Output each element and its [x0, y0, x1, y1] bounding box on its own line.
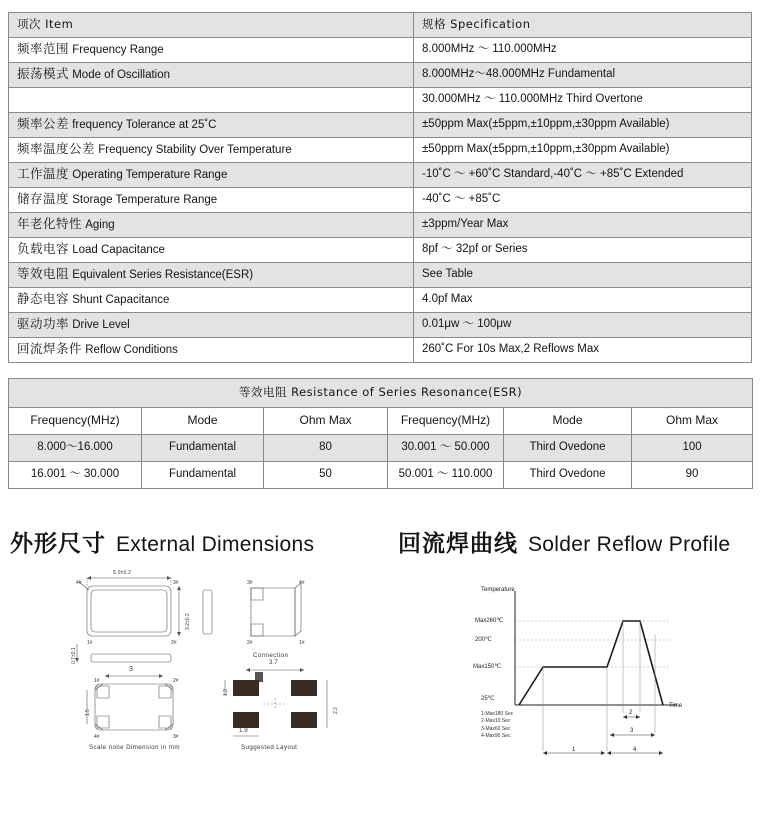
- esr-cell: Third Ovedone: [504, 435, 632, 462]
- item-label-cn: 频率公差: [17, 116, 70, 132]
- x-axis-label: Time: [669, 703, 683, 709]
- header-item: 项次 Item: [9, 13, 414, 38]
- reflow-note-1: 1-Max180 Sec: [481, 711, 514, 717]
- dimensions-drawing: [55, 568, 355, 768]
- item-label-cn: 振荡模式: [17, 66, 70, 82]
- item-label-cn: 工作温度: [17, 166, 70, 182]
- item-label-en: Frequency Stability Over Temperature: [98, 144, 292, 157]
- pin-label-4b: 4#: [94, 734, 100, 740]
- y-tick-25: 25℃: [481, 696, 495, 702]
- esr-cell: 50.001 ～ 110.000: [388, 462, 504, 489]
- heading-dimensions-cn: 外形尺寸: [10, 531, 106, 557]
- reflow-note-4: 4-Max90 Sec: [481, 732, 511, 739]
- spec-cell: See Table: [414, 263, 752, 288]
- esr-cell: Third Ovedone: [504, 462, 632, 489]
- esr-table-body: [9, 379, 753, 489]
- item-label-en: Storage Temperature Range: [72, 194, 218, 207]
- segment-label-2: 2: [629, 710, 633, 716]
- spec-cell: ±50ppm Max(±5ppm,±10ppm,±30ppm Available): [414, 138, 752, 163]
- heading-reflow-en: Solder Reflow Profile: [528, 533, 731, 556]
- specification-table-body: [9, 13, 752, 363]
- layout-caption: Suggested Layout: [241, 744, 298, 751]
- reflow-curve: [519, 621, 663, 705]
- item-cell: [9, 288, 414, 313]
- table-header-row: [9, 13, 752, 38]
- header-spec: 规格 Specification: [414, 13, 752, 38]
- heading-solder-reflow: [398, 525, 730, 558]
- body-outline-top: [87, 586, 171, 636]
- item-label-en: Load Capacitance: [72, 244, 165, 257]
- body-cavity-top: [91, 590, 167, 632]
- table-row: [9, 38, 752, 63]
- item-label-en: Frequency Range: [72, 44, 164, 57]
- esr-row: [9, 435, 753, 462]
- reflow-note-2: 2-Max10 Sec: [481, 718, 511, 725]
- esr-header-frequency-left: Frequency(MHz): [9, 408, 142, 435]
- pin-label-1b: 1#: [94, 678, 100, 684]
- pin-label-3b: 3#: [173, 734, 179, 740]
- connection-caption: Connection: [253, 652, 289, 659]
- segment-guides: [543, 621, 655, 751]
- table-row: [9, 188, 752, 213]
- esr-cell: Fundamental: [142, 462, 264, 489]
- esr-cell: Fundamental: [142, 435, 264, 462]
- spec-cell: -10˚C ～ +60˚C Standard,-40˚C ～ +85˚C Extended: [414, 163, 752, 188]
- esr-table: [8, 378, 753, 489]
- dim-height: 0.7±0.1: [71, 647, 77, 664]
- item-label-en: Shunt Capacitance: [72, 294, 170, 307]
- pin-label-2c: 2#: [247, 640, 253, 646]
- item-label-en: Reflow Conditions: [85, 344, 178, 357]
- esr-row: [9, 462, 753, 489]
- dim-layout-span: 2.2: [333, 707, 339, 714]
- spec-cell: 4.0pf Max: [414, 288, 752, 313]
- esr-cell: 30.001 ～ 50.000: [388, 435, 504, 462]
- scale-note: Scale none Dimension in mm: [89, 744, 180, 751]
- heading-external-dimensions: [10, 525, 314, 558]
- pin-label-1: 1#: [87, 640, 93, 646]
- spec-cell: 8.000MHz～48.000MHz Fundamental: [414, 63, 752, 88]
- item-label-cn: 频率温度公差: [17, 141, 96, 157]
- item-cell: [9, 263, 414, 288]
- dim-pad-span: 1.5: [85, 709, 91, 716]
- pin-label-3: 3#: [173, 580, 179, 586]
- item-label-cn: 频率范围: [17, 41, 70, 57]
- solder-reflow-chart: [455, 583, 755, 768]
- y-tick-200: 200℃: [475, 637, 492, 643]
- spec-cell: 0.01μw ～ 100μw: [414, 313, 752, 338]
- y-axis-label: Temperature: [481, 587, 515, 593]
- esr-title: 等效电阻 Resistance of Series Resonance(ESR): [9, 379, 753, 408]
- item-label-cn: 负载电容: [17, 241, 70, 257]
- spec-cell: ±3ppm/Year Max: [414, 213, 752, 238]
- item-label-cn: 年老化特性: [17, 216, 83, 232]
- y-tick-150: Max150℃: [473, 664, 502, 670]
- item-cell: [9, 38, 414, 63]
- item-cell: [9, 213, 414, 238]
- table-row: [9, 113, 752, 138]
- item-label-cn: 等效电阻: [17, 266, 70, 282]
- body-side-view: [91, 654, 171, 662]
- table-row: [9, 338, 752, 363]
- item-cell-empty: [9, 88, 414, 113]
- item-label-en: Aging: [85, 219, 115, 232]
- esr-cell: 8.000～16.000: [9, 435, 142, 462]
- spec-cell: -40˚C ～ +85˚C: [414, 188, 752, 213]
- pin-label-2b: 2#: [173, 678, 179, 684]
- esr-header-frequency-right: Frequency(MHz): [388, 408, 504, 435]
- table-row: [9, 288, 752, 313]
- pin-label-2: 2#: [171, 640, 177, 646]
- item-label-cn: 驱动功率: [17, 316, 70, 332]
- esr-header-ohm-left: Ohm Max: [264, 408, 388, 435]
- dim-layout-width: 3.7: [269, 660, 278, 666]
- item-cell: [9, 63, 414, 88]
- pin-label-3c: 3#: [247, 580, 253, 586]
- dim-width: 3.2±0.2: [185, 613, 191, 630]
- table-row: [9, 88, 752, 113]
- spec-cell: 8pf ～ 32pf or Series: [414, 238, 752, 263]
- spec-cell: 30.000MHz ～ 110.000MHz Third Overtone: [414, 88, 752, 113]
- esr-title-row: [9, 379, 753, 408]
- esr-cell: 90: [632, 462, 753, 489]
- spec-cell: 8.000MHz ～ 110.000MHz: [414, 38, 752, 63]
- item-label-en: Equivalent Series Resistance(ESR): [72, 269, 254, 282]
- item-label-cn: 储存温度: [17, 191, 70, 207]
- segment-label-1: 1: [572, 747, 576, 753]
- item-label-en: Mode of Oscillation: [72, 69, 171, 82]
- dim-length: 5.0±0.2: [113, 570, 132, 576]
- y-tick-260: Max260℃: [475, 618, 504, 624]
- item-cell: [9, 313, 414, 338]
- table-row: [9, 138, 752, 163]
- esr-header-mode-left: Mode: [142, 408, 264, 435]
- specification-table: [8, 12, 752, 363]
- esr-header-ohm-right: Ohm Max: [632, 408, 753, 435]
- body-end-view: [203, 590, 212, 634]
- heading-dimensions-en: External Dimensions: [116, 533, 315, 556]
- reflow-profile-plot: [455, 583, 755, 768]
- item-cell: [9, 113, 414, 138]
- esr-cell: 100: [632, 435, 753, 462]
- segment-label-4: 4: [633, 747, 637, 753]
- table-row: [9, 163, 752, 188]
- table-row: [9, 238, 752, 263]
- esr-cell: 16.001 ～ 30.000: [9, 462, 142, 489]
- item-label-en: Operating Temperature Range: [72, 169, 228, 182]
- item-cell: [9, 188, 414, 213]
- item-cell: [9, 338, 414, 363]
- dim-pad-pitch: 3: [129, 666, 134, 673]
- segment-label-3: 3: [630, 728, 634, 734]
- pin-label-4: 4#: [76, 580, 82, 586]
- table-row: [9, 263, 752, 288]
- table-row: [9, 63, 752, 88]
- pin-label-1c: 1#: [299, 640, 305, 646]
- esr-cell: 50: [264, 462, 388, 489]
- item-cell: [9, 138, 414, 163]
- item-cell: [9, 238, 414, 263]
- esr-cell: 80: [264, 435, 388, 462]
- table-row: [9, 213, 752, 238]
- esr-header-row: [9, 408, 753, 435]
- reflow-note-3: 3-Max60 Sec: [481, 725, 511, 732]
- esr-header-mode-right: Mode: [504, 408, 632, 435]
- item-label-en: Drive Level: [72, 319, 130, 332]
- pad-view-outline: [95, 684, 173, 730]
- item-label-en: frequency Tolerance at 25˚C: [72, 119, 217, 132]
- external-dimensions-figure: [55, 568, 355, 768]
- item-cell: [9, 163, 414, 188]
- item-label-cn: 静态电容: [17, 291, 70, 307]
- table-row: [9, 313, 752, 338]
- heading-reflow-cn: 回流焊曲线: [398, 531, 518, 557]
- item-label-cn: 回流焊条件: [17, 341, 83, 357]
- dim-layout-pad-width: 1.9: [239, 728, 248, 734]
- spec-cell: ±50ppm Max(±5ppm,±10ppm,±30ppm Available): [414, 113, 752, 138]
- reflow-notes: [481, 711, 513, 740]
- dim-layout-pad-height: 1.2: [223, 689, 229, 696]
- spec-cell: 260˚C For 10s Max,2 Reflows Max: [414, 338, 752, 363]
- pin-label-4c: 4#: [299, 580, 305, 586]
